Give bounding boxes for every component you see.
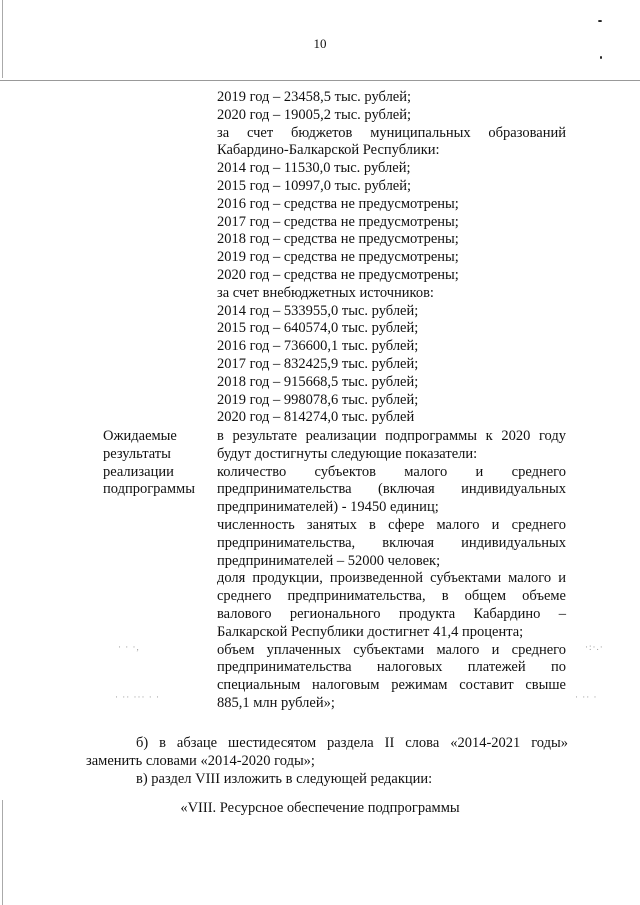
- funding-line: 2016 год – 736600,1 тыс. рублей;: [217, 338, 419, 355]
- funding-line: 2016 год – средства не предусмотрены;: [217, 195, 459, 212]
- paragraph-v: в) раздел VIII изложить в следующей редакции:: [136, 771, 433, 787]
- funding-section: [217, 89, 566, 427]
- funding-line: 2017 год – 832425,9 тыс. рублей;: [217, 355, 419, 372]
- funding-line: 2020 год – средства не предусмотрены;: [217, 266, 459, 283]
- results-indicator: доля продукции, произведенной субъектами малого и среднего предпринимательства, в общем объеме валового регионального продукта Кабардино – Балкарской Республики достигнет 41,4 процента;: [217, 570, 566, 640]
- scan-speck: [600, 56, 602, 59]
- results-section: [217, 428, 566, 713]
- scan-speck: [598, 20, 602, 22]
- funding-line: 2019 год – 23458,5 тыс. рублей;: [217, 89, 412, 105]
- funding-line: 2019 год – 998078,6 тыс. рублей;: [217, 391, 419, 408]
- page-number: 10: [313, 36, 327, 51]
- funding-line: 2018 год – средства не предусмотрены;: [217, 231, 459, 248]
- funding-line: 2019 год – средства не предусмотрены;: [217, 249, 459, 266]
- results-indicator: численность занятых в сфере малого и среднего предпринимательства, включая индивидуальных предпринимателей – 52000 человек;: [217, 516, 566, 569]
- results-intro: в результате реализации подпрограммы к 2020 году будут достигнуты следующие показатели:: [217, 428, 566, 462]
- results-indicator: количество субъектов малого и среднего предпринимательства (включая индивидуальных предпринимателей) - 19450 единиц;: [217, 463, 566, 516]
- funding-line: 2018 год – 915668,5 тыс. рублей;: [217, 373, 419, 390]
- results-label: Ожидаемые результаты реализации подпрограммы: [103, 428, 195, 498]
- scan-noise: · · ·,: [118, 642, 140, 652]
- header-rule: [0, 80, 640, 81]
- municipal-header: Кабардино-Балкарской Республики:: [217, 142, 440, 159]
- funding-line: 2015 год – 640574,0 тыс. рублей;: [217, 320, 419, 337]
- scan-noise: · ·· ·: [575, 692, 598, 702]
- funding-line: 2020 год – 19005,2 тыс. рублей;: [217, 106, 412, 123]
- funding-line: 2015 год – 10997,0 тыс. рублей;: [217, 177, 412, 194]
- scan-noise: · ·· ··· · ·: [115, 692, 160, 702]
- funding-line: 2014 год – 11530,0 тыс. рублей;: [217, 160, 411, 177]
- offbudget-header: за счет внебюджетных источников:: [217, 284, 434, 301]
- scan-margin-line: [2, 0, 3, 78]
- funding-line: 2020 год – 814274,0 тыс. рублей: [217, 409, 415, 426]
- section-heading: «VIII. Ресурсное обеспечение подпрограммы: [180, 800, 460, 816]
- scan-noise: ·:·.·: [585, 642, 604, 652]
- municipal-header: за счет бюджетов муниципальных образований: [217, 124, 566, 141]
- funding-line: 2014 год – 533955,0 тыс. рублей;: [217, 302, 419, 319]
- paragraph-b: б) в абзаце шестидесятом раздела II слова «2014-2021 годы» заменить словами «2014-2020 годы»;: [86, 735, 568, 769]
- funding-line: 2017 год – средства не предусмотрены;: [217, 213, 459, 230]
- results-indicator: объем уплаченных субъектами малого и среднего предпринимательства налоговых платежей по специальным налоговым режимам составит свыше 885,1 млн рублей»;: [217, 641, 566, 711]
